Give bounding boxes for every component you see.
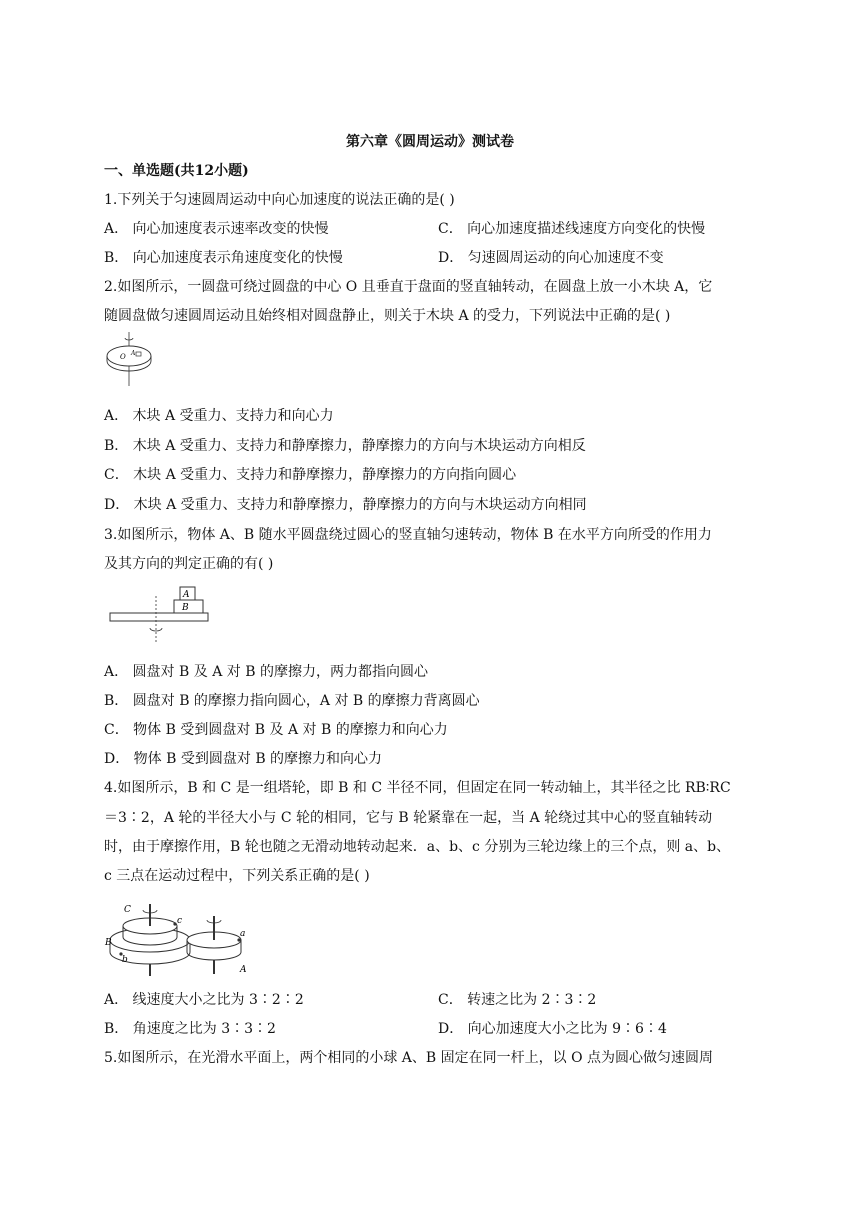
question-2-stem-line-2: 随圆盘做匀速圆周运动且始终相对圆盘静止，则关于木块 A 的受力，下列说法中正确的是( ) [104,308,671,324]
figure-label-o: O [120,353,126,361]
question-3-figure-blocks [104,582,210,646]
question-1-stem: 1.下列关于匀速圆周运动中向心加速度的说法正确的是( ) [104,192,455,208]
question-4-option-d[interactable]: D． 向心加速度大小之比为 9∶6∶4 [438,1021,667,1037]
figure-label-a: A [240,965,247,975]
figure-label-a-point: a [240,929,246,939]
section-heading: 一、单选题(共12小题) [104,163,249,179]
page-title: 第六章《圆周运动》测试卷 [346,134,514,150]
question-4-stem-line-2: ＝3∶2，A 轮的半径大小与 C 轮的相同，它与 B 轮紧靠在一起，当 A 轮绕过其中心的竖直轴转动 [104,810,713,826]
question-4-option-b[interactable]: B． 角速度之比为 3∶3∶2 [104,1021,276,1037]
figure-label-b: B [105,938,112,948]
question-3-option-a[interactable]: A． 圆盘对 B 及 A 对 B 的摩擦力，两力都指向圆心 [104,664,428,680]
question-1-option-c[interactable]: C． 向心加速度描述线速度方向变化的快慢 [438,221,706,237]
question-4-stem-line-1: 4.如图所示，B 和 C 是一组塔轮，即 B 和 C 半径不同，但固定在同一转动轴上，其半径之比 RB∶RC [104,780,731,796]
figure-label-a: A [183,590,190,600]
question-2-option-b[interactable]: B． 木块 A 受重力、支持力和静摩擦力，静摩擦力的方向与木块运动方向相反 [104,438,586,454]
question-2-stem-line-1: 2.如图所示，一圆盘可绕过圆盘的中心 O 且垂直于盘面的竖直轴转动，在圆盘上放一小木块 A，它 [104,279,713,295]
figure-label-c-point: c [177,916,183,926]
question-2-option-a[interactable]: A． 木块 A 受重力、支持力和向心力 [104,408,334,424]
question-5-stem-line-1: 5.如图所示，在光滑水平面上，两个相同的小球 A、B 固定在同一杆上，以 O 点为圆心做匀速圆周 [104,1050,714,1066]
question-4-stem-line-4: c 三点在运动过程中，下列关系正确的是( ) [104,868,370,884]
question-2-figure-disc [102,330,156,388]
question-3-option-c[interactable]: C． 物体 B 受到圆盘对 B 及 A 对 B 的摩擦力和向心力 [104,722,448,738]
question-3-stem-line-2: 及其方向的判定正确的有( ) [104,556,274,572]
figure-label-b-point: b [122,955,128,965]
question-4-figure-pulleys [104,896,254,980]
question-4-option-c[interactable]: C． 转速之比为 2∶3∶2 [438,992,597,1008]
question-3-stem-line-1: 3.如图所示，物体 A、B 随水平圆盘绕过圆心的竖直轴匀速转动，物体 B 在水平方向所受的作用力 [104,527,712,543]
question-1-option-d[interactable]: D． 匀速圆周运动的向心加速度不变 [438,250,664,266]
question-2-option-c[interactable]: C． 木块 A 受重力、支持力和静摩擦力，静摩擦力的方向指向圆心 [104,467,517,483]
question-1-option-b[interactable]: B． 向心加速度表示角速度变化的快慢 [104,250,343,266]
question-3-option-b[interactable]: B． 圆盘对 B 的摩擦力指向圆心，A 对 B 的摩擦力背离圆心 [104,693,480,709]
figure-label-a: A [131,350,136,357]
figure-label-c: C [124,905,131,915]
question-3-option-d[interactable]: D． 物体 B 受到圆盘对 B 的摩擦力和向心力 [104,751,383,767]
question-1-option-a[interactable]: A． 向心加速度表示速率改变的快慢 [104,221,329,237]
figure-label-b: B [182,603,189,613]
question-4-option-a[interactable]: A． 线速度大小之比为 3∶2∶2 [104,992,304,1008]
question-4-stem-line-3: 时，由于摩擦作用，B 轮也随之无滑动地转动起来．a、b、c 分别为三轮边缘上的三个点，则 a、b、 [104,839,731,855]
question-2-option-d[interactable]: D． 木块 A 受重力、支持力和静摩擦力，静摩擦力的方向与木块运动方向相同 [104,497,587,513]
